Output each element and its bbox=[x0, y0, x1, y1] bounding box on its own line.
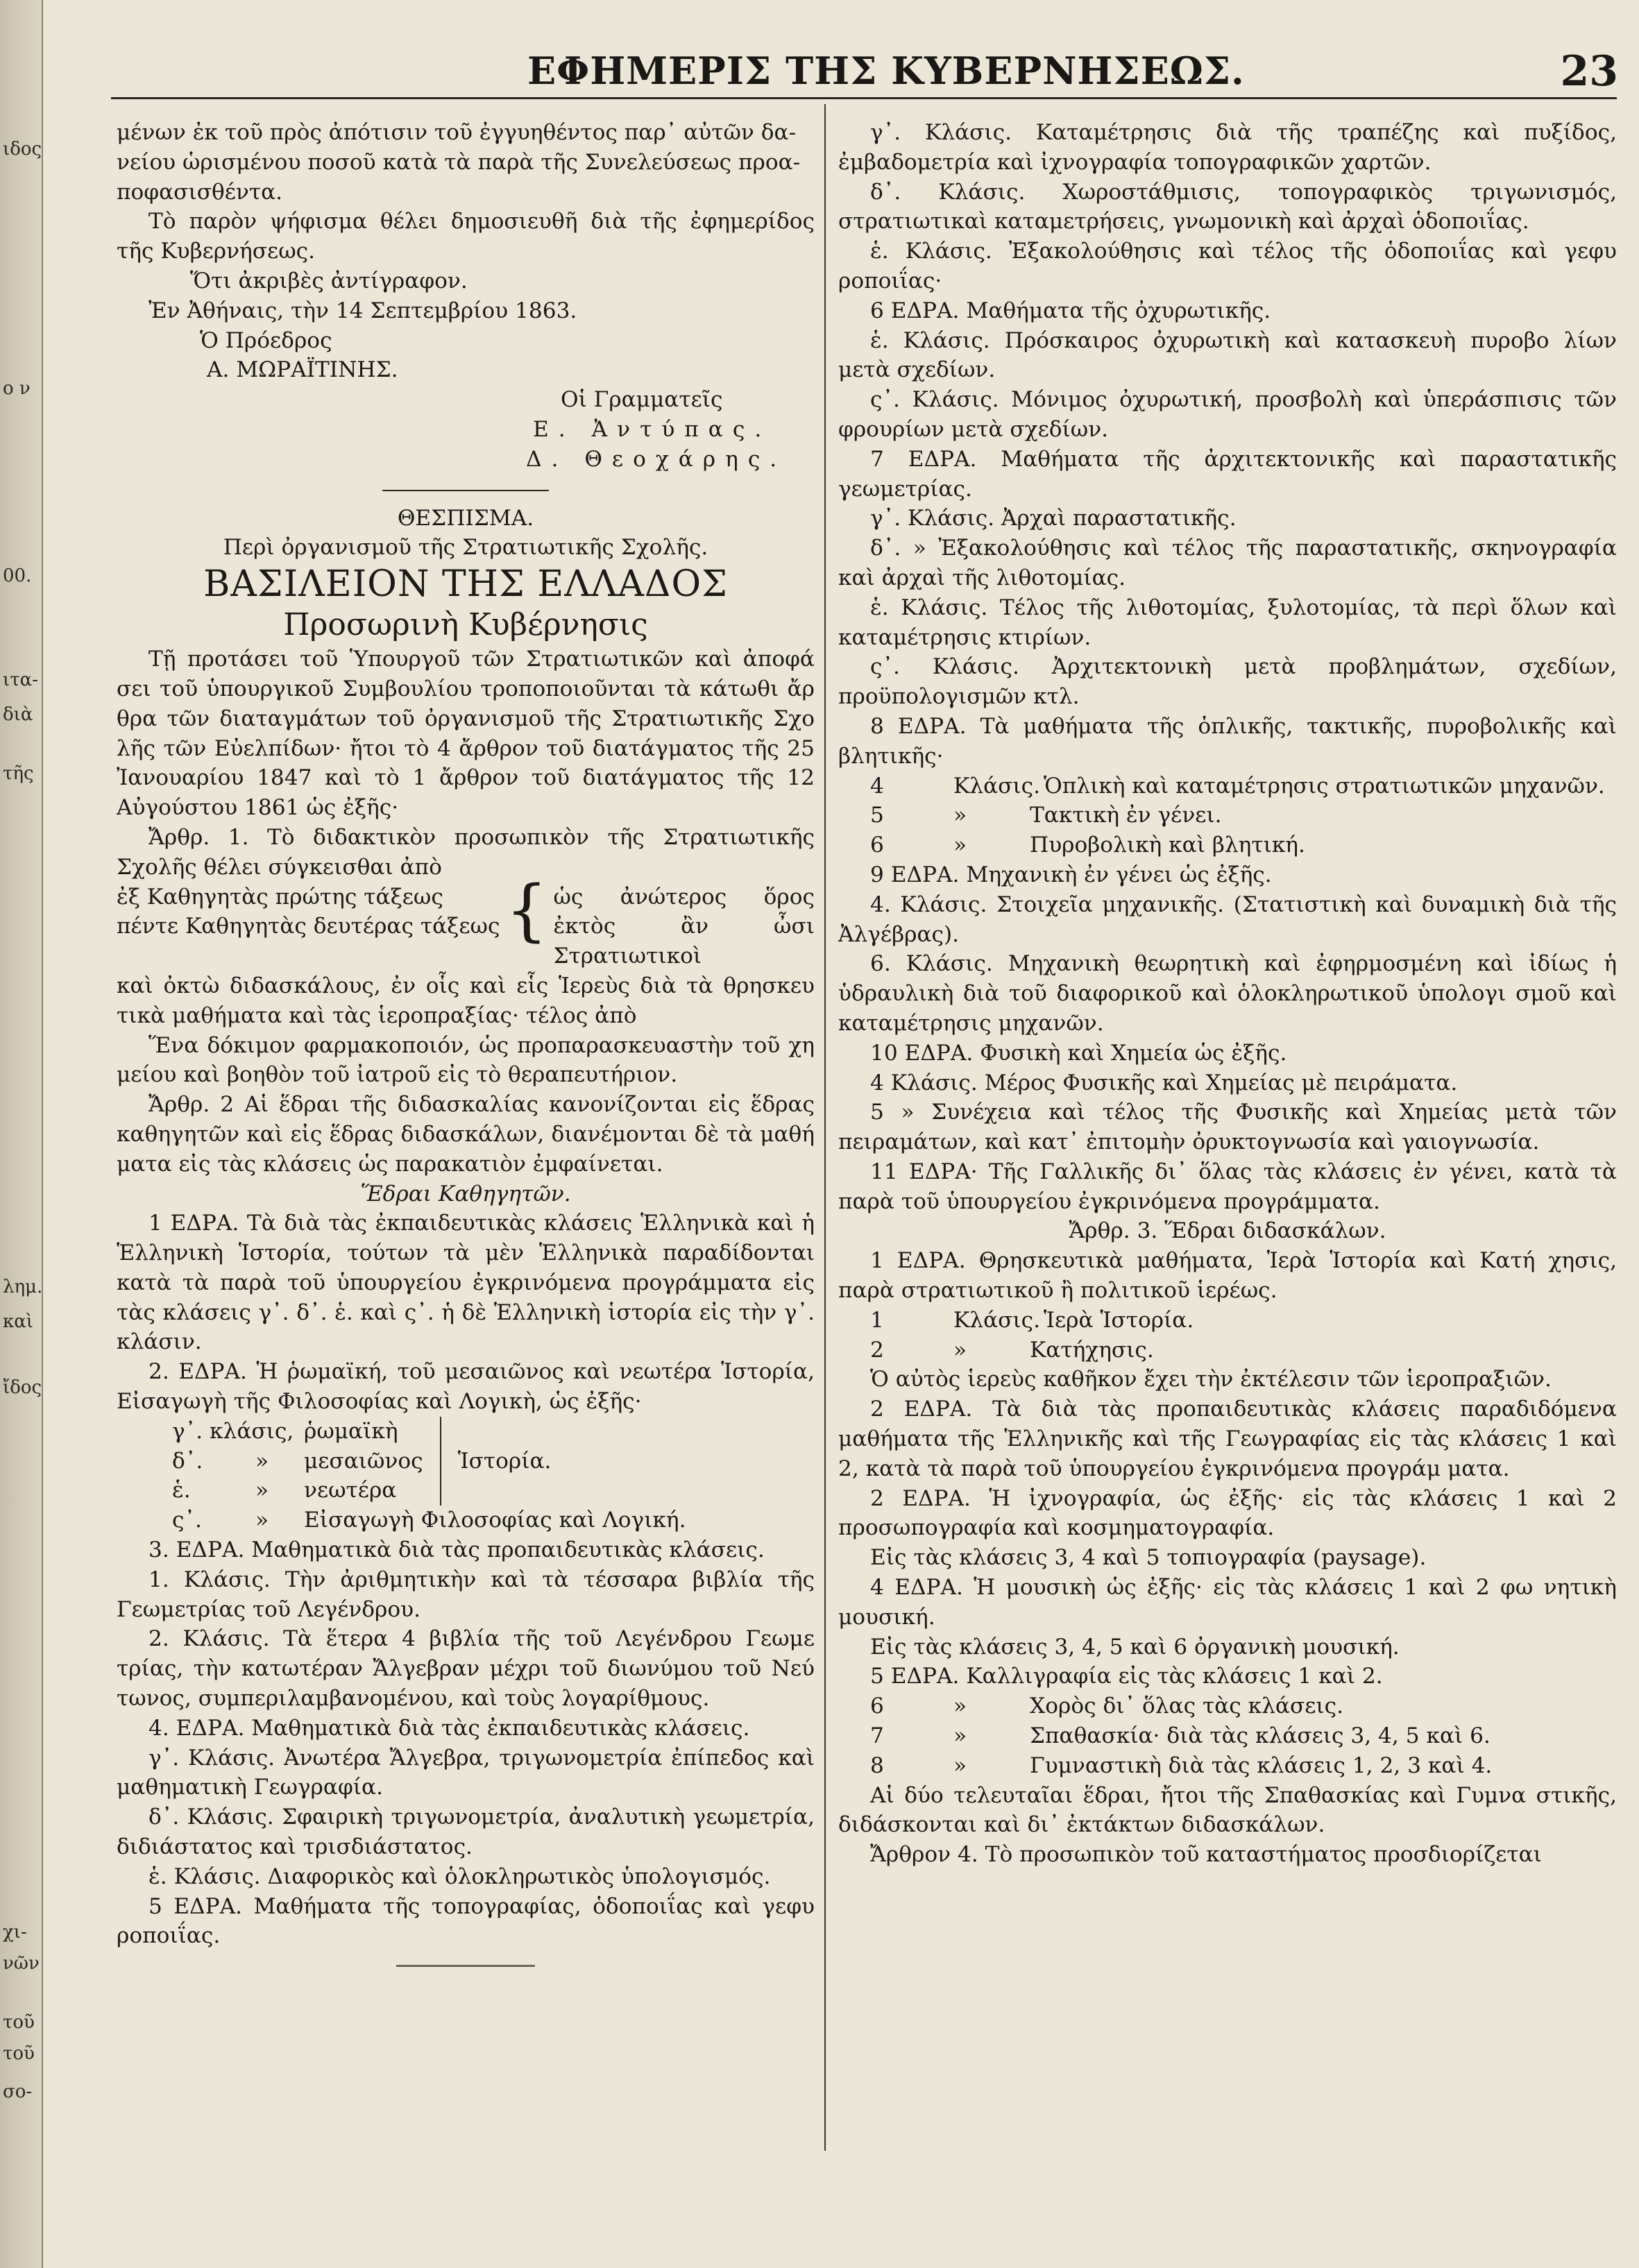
text-line: ποφασισθέντα. bbox=[117, 179, 283, 205]
teacher-edra-1: 1 ΕΔΡΑ. Θρησκευτικὰ μαθήματα, Ἱερὰ Ἱστορία καὶ Κατή χησις, παρὰ στρατιωτικοῦ ἢ πολιτικοῦ ἱερέως. bbox=[838, 1248, 1617, 1304]
list-item bbox=[838, 1751, 1617, 1781]
secretaries-title: Οἱ Γραμματεῖς bbox=[561, 387, 723, 413]
class-subject: Ὁπλικὴ καὶ καταμέτρησις στρατιωτικῶν μηχανῶν. bbox=[1044, 773, 1605, 799]
decree-label: ΘΕΣΠΙΣΜΑ. bbox=[397, 505, 534, 531]
class-number: 4 bbox=[870, 773, 884, 799]
header-rule bbox=[111, 97, 1617, 99]
class-subject: Τακτικὴ ἐν γένει. bbox=[1030, 803, 1222, 828]
margin-fragment: τοῦ bbox=[3, 2012, 35, 2033]
edra-3: 3. ΕΔΡΑ. Μαθηματικὰ διὰ τὰς προπαιδευτικὰς κλάσεις. bbox=[148, 1537, 765, 1563]
place-date: Ἐν Ἀθήναις, τὴν 14 Σεπτεμβρίου 1863. bbox=[148, 298, 577, 323]
class-entry: 4 Κλάσις. Μέρος Φυσικῆς καὶ Χημείας μὲ πειράματα. bbox=[870, 1070, 1458, 1095]
decree-subject: Περὶ ὀργανισμοῦ τῆς Στρατιωτικῆς Σχολῆς. bbox=[223, 535, 708, 561]
pharmacist: Ἕνα δόκιμον φαρμακοποιόν, ὡς προπαρασκευαστὴν τοῦ χη μείου καὶ βοηθὸν τοῦ ἰατροῦ εἰς τὸ θεραπευτήριον. bbox=[117, 1032, 815, 1088]
class-entry: 5 » Συνέχεια καὶ τέλος τῆς Φυσικῆς καὶ Χημείας μετὰ τῶν πειραμάτων, καὶ κατ᾽ ἐπιτομὴν ὀρυκτογνωσία καὶ γαιογνωσία. bbox=[838, 1100, 1617, 1155]
class-number: 6 bbox=[870, 833, 884, 858]
class-entry: δ᾽. Κλάσις. Χωροστάθμισις, τοπογραφικὸς τριγωνισμός, στρατιωτικαὶ καταμετρήσεις, γνωμονικὴ καὶ ἀρχαὶ ὁδοποιΐας. bbox=[838, 179, 1617, 235]
margin-fragment: τῆς bbox=[3, 763, 34, 784]
class-number: 1 bbox=[870, 1307, 884, 1333]
list-item bbox=[838, 1306, 1617, 1336]
class-entry: ἑ. Κλάσις. Ἐξακολούθησις καὶ τέλος τῆς ὁδοποιΐας καὶ γεφυ ροποιΐας· bbox=[838, 239, 1617, 293]
margin-fragment: λημ. bbox=[3, 1277, 43, 1297]
class-label: γ᾽. κλάσις, bbox=[172, 1418, 294, 1444]
list-item bbox=[838, 801, 1617, 830]
ditto-mark: » bbox=[953, 1753, 967, 1778]
edra-10: 10 ΕΔΡΑ. Φυσικὴ καὶ Χημεία ὡς ἐξῆς. bbox=[870, 1040, 1287, 1066]
music-note: Εἰς τὰς κλάσεις 3, 4, 5 καὶ 6 ὀργανικὴ μουσική. bbox=[870, 1634, 1400, 1660]
ditto-mark: » bbox=[255, 1508, 269, 1533]
government-title: Προσωρινὴ Κυβέρνησις bbox=[283, 607, 648, 643]
edra-4-class-g: γ᾽. Κλάσις. Ἀνωτέρα Ἄλγεβρα, τριγωνομετρία ἐπίπεδος καὶ μαθηματικὴ Γεωγραφία. bbox=[117, 1745, 815, 1800]
history-row bbox=[172, 1447, 423, 1476]
brace-lines bbox=[117, 883, 500, 971]
class-entry: ς᾽. Κλάσις. Μόνιμος ὀχυρωτική, προσβολὴ καὶ ὑπεράσπισις τῶν φρουρίων μετὰ σχεδίων. bbox=[838, 387, 1617, 442]
edra-4-class-d: δ᾽. Κλάσις. Σφαιρικὴ τριγωνομετρία, ἀναλυτικὴ γεωμετρία, διδιάστατος καὶ τρισδιάστατος. bbox=[117, 1805, 815, 1860]
article-2: Ἄρθρ. 2 Αἱ ἕδραι τῆς διδασκαλίας κανονίζονται εἰς ἕδρας καθηγητῶν καὶ εἰς ἕδρας διδασκάλων, διανέμονται δὲ τὰ μαθή ματα εἰς τὰς κλάσεις ὡς παρακατιὸν ἐμφαίνεται. bbox=[117, 1092, 815, 1177]
edra-3-class-2: 2. Κλάσις. Τὰ ἕτερα 4 βιβλία τῆς τοῦ Λεγένδρου Γεωμε τρίας, τὴν κατωτέραν Ἄλγεβραν μέχρι τοῦ διωνύμου τοῦ Νεύ τωνος, συμπεριλαμβανομένου, καὶ τοὺς λογαρίθμους. bbox=[117, 1626, 815, 1712]
margin-fragment: σο- bbox=[3, 2081, 33, 2102]
margin-fragment: 00. bbox=[3, 565, 32, 586]
text-line: μένων ἐκ τοῦ πρὸς ἀπότισιν τοῦ ἐγγυηθέντος παρ᾽ αὐτῶν δα- bbox=[117, 120, 797, 145]
class-entry: δ᾽. » Ἐξακολούθησις καὶ τέλος τῆς παραστατικῆς, σκηνογραφία καὶ ἀρχαὶ τῆς λιθοτομίας. bbox=[838, 536, 1617, 590]
text-line: πέντε Καθηγητὰς δευτέρας τάξεως bbox=[117, 914, 500, 939]
teacher-edra-5: 5 ΕΔΡΑ. Καλλιγραφία εἰς τὰς κλάσεις 1 καὶ 2. bbox=[870, 1664, 1383, 1689]
margin-fragment: ο ν bbox=[3, 378, 31, 399]
class-entry: ἑ. Κλάσις. Πρόσκαιρος ὀχυρωτικὴ καὶ κατασκευὴ πυροβο λίων μετὰ σχεδίων. bbox=[838, 327, 1617, 383]
edra-3-class-1: 1. Κλάσις. Τὴν ἀριθμητικὴν καὶ τὰ τέσσαρα βιβλία τῆς Γεωμετρίας τοῦ Λεγένδρου. bbox=[117, 1567, 815, 1622]
list-item bbox=[838, 830, 1617, 860]
ditto-mark: » bbox=[255, 1448, 269, 1474]
history-row bbox=[172, 1417, 423, 1447]
class-entry: ς᾽. Κλάσις. Ἀρχιτεκτονικὴ μετὰ προβλημάτων, σχεδίων, προϋπολογισμῶν κτλ. bbox=[838, 654, 1617, 710]
edra-subject: Γυμναστικὴ διὰ τὰς κλάσεις 1, 2, 3 καὶ 4. bbox=[1030, 1753, 1493, 1778]
teacher-edra-2b: 2 ΕΔΡΑ. Ἡ ἰχνογραφία, ὡς ἐξῆς· εἰς τὰς κλάσεις 1 καὶ 2 προσωπογραφία καὶ κοσμηματογραφία. bbox=[838, 1485, 1617, 1541]
binding-margin bbox=[0, 0, 43, 2268]
class-entry: γ᾽. Κλάσις. Καταμέτρησις διὰ τῆς τραπέζης καὶ πυξίδος, ἐμβαδομετρία καὶ ἰχνογραφία τοπογραφικῶν χαρτῶν. bbox=[838, 120, 1617, 175]
history-row bbox=[172, 1476, 423, 1506]
history-name: Εἰσαγωγὴ Φιλοσοφίας καὶ Λογική. bbox=[304, 1508, 686, 1533]
class-entry: 4. Κλάσις. Στοιχεῖα μηχανικῆς. (Στατιστικὴ καὶ δυναμικὴ διὰ τῆς Ἀλγέβρας). bbox=[838, 892, 1617, 947]
article-3: Ἄρθρ. 3. Ἕδραι διδασκάλων. bbox=[1069, 1218, 1386, 1244]
secretary-name: Ε. Ἀντύπας. bbox=[533, 416, 772, 442]
list-item bbox=[838, 1336, 1617, 1365]
margin-fragment: νῶν bbox=[3, 1953, 40, 1974]
priest-note: Ὁ αὐτὸς ἱερεὺς καθῆκον ἔχει τὴν ἐκτέλεσιν τῶν ἱεροπραξιῶν. bbox=[870, 1367, 1552, 1392]
edra-number: 6 bbox=[870, 1694, 884, 1719]
bottom-rule bbox=[396, 1965, 535, 1967]
right-column bbox=[838, 118, 1617, 1870]
landscape-note: Εἰς τὰς κλάσεις 3, 4 καὶ 5 τοπιογραφία (paysage). bbox=[870, 1545, 1427, 1571]
history-rows bbox=[172, 1417, 441, 1506]
class-label: ἑ. bbox=[172, 1478, 191, 1503]
secretary-name: Δ. Θεοχάρης. bbox=[526, 446, 787, 472]
running-head: ΕΦΗΜΕΡΙΣ ΤΗΣ ΚΥΒΕΡΝΗΣΕΩΣ. bbox=[527, 49, 1245, 93]
class-subject: Κατήχησις. bbox=[1030, 1337, 1154, 1363]
class-word: Κλάσις. bbox=[953, 1307, 1041, 1333]
edra-11: 11 ΕΔΡΑ· Τῆς Γαλλικῆς δι᾽ ὅλας τὰς κλάσεις ἐν γένει, κατὰ τὰ παρὰ τοῦ ὑπουργείου ἐγκρινόμενα προγράμματα. bbox=[838, 1159, 1617, 1214]
ditto-mark: » bbox=[953, 1694, 967, 1719]
last-edras-note: Αἱ δύο τελευταῖαι ἕδραι, ἤτοι τῆς Σπαθασκίας καὶ Γυμνα στικῆς, διδάσκονται καὶ δι᾽ ἐκτάκτων διδασκάλων. bbox=[838, 1782, 1617, 1838]
history-name: μεσαιῶνος bbox=[304, 1448, 423, 1474]
president-title: Ὁ Πρόεδρος bbox=[200, 327, 332, 353]
brace-glyph: { bbox=[505, 871, 548, 949]
margin-fragment: καὶ bbox=[3, 1311, 34, 1332]
page-number: 23 bbox=[1560, 47, 1618, 96]
class-number: 5 bbox=[870, 803, 884, 828]
margin-fragment: ιδος bbox=[3, 139, 42, 160]
true-copy: Ὅτι ἀκριβὲς ἀντίγραφον. bbox=[190, 268, 468, 293]
text-line: ὡς ἀνώτερος ὅρος ἐκτὸς ἂν ὦσι Στρατιωτικοὶ bbox=[553, 884, 815, 969]
class-label: δ᾽. bbox=[172, 1448, 203, 1474]
class-number: 2 bbox=[870, 1337, 884, 1363]
edra-number: 8 bbox=[870, 1753, 884, 1778]
class-entry: γ᾽. Κλάσις. Ἀρχαὶ παραστατικῆς. bbox=[870, 506, 1237, 531]
preamble: Τῇ προτάσει τοῦ Ὑπουργοῦ τῶν Στρατιωτικῶν καὶ ἀποφά σει τοῦ ὑπουργικοῦ Συμβουλίου τροποποιοῦνται τὰ κάτωθι ἄρ θρα τῶν διαταγμάτων τοῦ ὀργανισμοῦ τῆς Στρατιωτικῆς Σχο λῆς τῶν Εὐελπίδων· ἤτοι τὸ 4 ἄρθρον τοῦ διατάγματος τῆς 25 Ἰανουαρίου 1847 καὶ τὸ 1 ἄρθρον τοῦ διατάγματος τῆς 12 Αὐγούστου 1861 ὡς ἐξῆς· bbox=[117, 647, 815, 821]
history-name: ῥωμαϊκὴ bbox=[304, 1418, 398, 1444]
edra-7: 7 ΕΔΡΑ. Μαθήματα τῆς ἀρχιτεκτονικῆς καὶ παραστατικῆς γεωμετρίας. bbox=[838, 446, 1617, 502]
history-row bbox=[172, 1506, 815, 1535]
edra-4: 4. ΕΔΡΑ. Μαθηματικὰ διὰ τὰς ἐκπαιδευτικὰς κλάσεις. bbox=[148, 1715, 750, 1741]
ditto-mark: » bbox=[255, 1478, 269, 1503]
edra-6: 6 ΕΔΡΑ. Μαθήματα τῆς ὀχυρωτικῆς. bbox=[870, 298, 1271, 323]
class-entry: 6. Κλάσις. Μηχανικὴ θεωρητικὴ καὶ ἐφηρμοσμένη καὶ ἰδίως ἡ ὑδραυλικὴ διὰ τοῦ διαφορικοῦ καὶ ὁλοκληρωτικοῦ ὑπολογι σμοῦ καὶ καταμέτρησις μηχανῶν. bbox=[838, 951, 1617, 1036]
edra-8: 8 ΕΔΡΑ. Τὰ μαθήματα τῆς ὁπλικῆς, τακτικῆς, πυροβολικῆς καὶ βλητικῆς· bbox=[838, 713, 1617, 769]
president-name: Α. ΜΩΡΑΪΤΙΝΗΣ. bbox=[207, 357, 398, 383]
margin-fragment: χι- bbox=[3, 1922, 27, 1943]
professors-heading: Ἕδραι Καθηγητῶν. bbox=[360, 1181, 571, 1207]
class-label: ς᾽. bbox=[172, 1508, 202, 1533]
publish-note: Τὸ παρὸν ψήφισμα θέλει δημοσιευθῆ διὰ τῆς ἐφημερίδος τῆς Κυβερνήσεως. bbox=[117, 209, 815, 264]
list-item bbox=[838, 1721, 1617, 1751]
text-line: ἐξ Καθηγητὰς πρώτης τάξεως bbox=[117, 884, 443, 910]
text-line: νείου ὡρισμένου ποσοῦ κατὰ τὰ παρὰ τῆς Συνελεύσεως προα- bbox=[117, 149, 801, 175]
ditto-mark: » bbox=[953, 833, 967, 858]
class-subject: Ἱερὰ Ἱστορία. bbox=[1044, 1307, 1194, 1333]
class-subject: Πυροβολικὴ καὶ βλητική. bbox=[1030, 833, 1305, 858]
margin-fragment: τοῦ bbox=[3, 2043, 35, 2064]
left-column bbox=[117, 118, 815, 1967]
history-name: νεωτέρα bbox=[304, 1478, 397, 1503]
ditto-mark: » bbox=[953, 803, 967, 828]
list-item bbox=[838, 771, 1617, 801]
list-item bbox=[838, 1691, 1617, 1721]
edra-9: 9 ΕΔΡΑ. Μηχανικὴ ἐν γένει ὡς ἐξῆς. bbox=[870, 862, 1272, 887]
class-word: Κλάσις. bbox=[953, 773, 1041, 799]
article-1-rest: καὶ ὀκτὼ διδασκάλους, ἐν οἷς καὶ εἷς Ἱερεὺς διὰ τὰ θρησκευ τικὰ μαθήματα καὶ τὰς ἱεροπραξίας· τέλος ἀπὸ bbox=[117, 973, 815, 1028]
margin-fragment: ιτα- bbox=[3, 670, 38, 690]
history-table bbox=[172, 1417, 815, 1506]
edra-4-class-e: ἑ. Κλάσις. Διαφορικὸς καὶ ὁλοκληρωτικὸς ὑπολογισμός. bbox=[148, 1864, 771, 1889]
column-divider bbox=[824, 104, 826, 2151]
edra-1: 1 ΕΔΡΑ. Τὰ διὰ τὰς ἐκπαιδευτικὰς κλάσεις Ἑλληνικὰ καὶ ἡ Ἑλληνικὴ Ἱστορία, τούτων τὰ μὲν Ἑλληνικὰ παραδίδονται κατὰ τὰ παρὰ τοῦ ὑπουργείου ἐγκρινόμενα προγράμματα εἰς τὰς κλάσεις γ᾽. δ᾽. ἑ. καὶ ς᾽. ἡ δὲ Ἑλληνικὴ ἱστορία εἰς τὴν γ᾽. κλάσιν. bbox=[117, 1211, 815, 1355]
history-target: Ἱστορία. bbox=[457, 1448, 552, 1474]
margin-fragment: ἴδος bbox=[3, 1377, 42, 1398]
margin-fragment: διὰ bbox=[3, 704, 33, 725]
ditto-mark: » bbox=[953, 1723, 967, 1749]
teacher-edra-4: 4 ΕΔΡΑ. Ἡ μουσικὴ ὡς ἐξῆς· εἰς τὰς κλάσεις 1 καὶ 2 φω νητικὴ μουσική. bbox=[838, 1575, 1617, 1630]
teacher-edra-2: 2 ΕΔΡΑ. Τὰ διὰ τὰς προπαιδευτικὰς κλάσεις παραδιδόμενα μαθήματα τῆς Ἑλληνικῆς καὶ τῆς Γεωγραφίας εἰς τὰς κλάσεις 1 καὶ 2, κατὰ τὰ παρὰ τοῦ ὑπουργείου ἐγκρινόμενα προγράμ ματα. bbox=[838, 1397, 1617, 1481]
kingdom-title: ΒΑΣΙΛΕΙΟΝ ΤΗΣ ΕΛΛΑΔΟΣ bbox=[203, 563, 728, 606]
ditto-mark: » bbox=[953, 1337, 967, 1363]
edra-2: 2. ΕΔΡΑ. Ἡ ῥωμαϊκή, τοῦ μεσαιῶνος καὶ νεωτέρα Ἱστορία, Εἰσαγωγὴ τῆς Φιλοσοφίας καὶ Λογικὴ, ὡς ἐξῆς· bbox=[117, 1359, 815, 1415]
brace-group bbox=[117, 871, 815, 971]
edra-subject: Σπαθασκία· διὰ τὰς κλάσεις 3, 4, 5 καὶ 6. bbox=[1030, 1723, 1491, 1749]
edra-number: 7 bbox=[870, 1723, 884, 1749]
section-rule bbox=[382, 490, 549, 491]
article-4: Ἄρθρον 4. Τὸ προσωπικὸν τοῦ καταστήματος προσδιορίζεται bbox=[870, 1842, 1542, 1868]
class-entry: ἑ. Κλάσις. Τέλος τῆς λιθοτομίας, ξυλοτομίας, τὰ περὶ ὅλων καὶ καταμέτρησις κτιρίων. bbox=[838, 595, 1617, 650]
edra-subject: Χορὸς δι᾽ ὅλας τὰς κλάσεις. bbox=[1030, 1694, 1344, 1719]
edra-5: 5 ΕΔΡΑ. Μαθήματα τῆς τοπογραφίας, ὁδοποιΐας καὶ γεφυ ροποιΐας. bbox=[117, 1893, 815, 1949]
article-1: Ἄρθρ. 1. Τὸ διδακτικὸν προσωπικὸν τῆς Στρατιωτικῆς Σχολῆς θέλει σύγκεισθαι ἀπὸ bbox=[117, 824, 815, 880]
